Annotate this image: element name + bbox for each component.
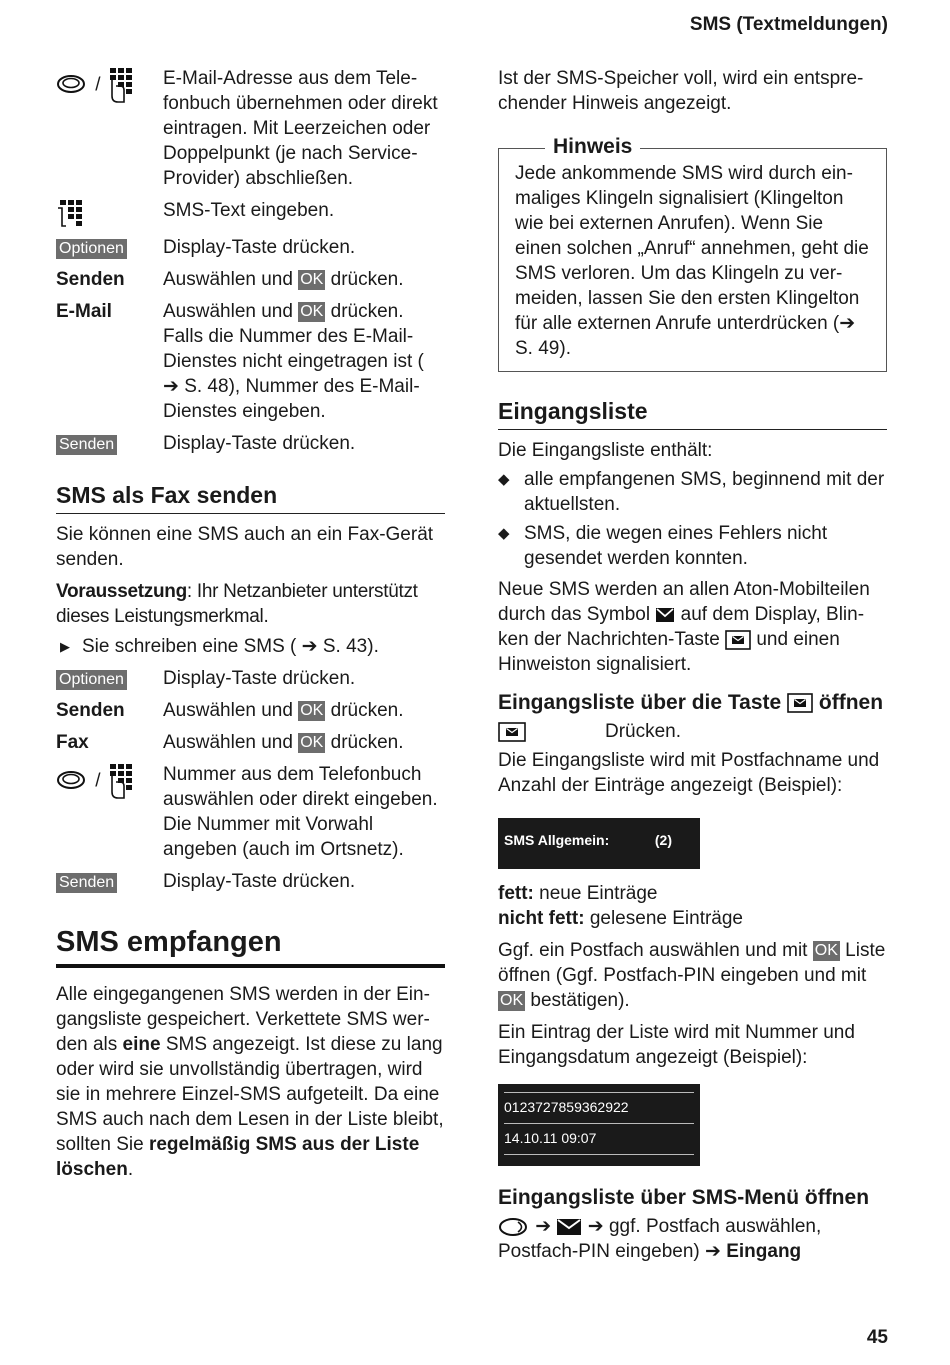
display-screen-postfach — [498, 818, 700, 869]
list-item: ◆ SMS, die wegen eines Fehlers nicht gesendet werden konnten. — [498, 523, 828, 569]
senden-row: Senden Auswählen und OK drücken. — [56, 269, 404, 290]
arrow-icon: ➔ — [296, 636, 323, 657]
senden-softkey: Senden — [56, 435, 117, 455]
menu-path: ➔ ➔ ggf. Postfach auswählen, Postfach-PIN eingeben) ➔ Eingang — [498, 1216, 822, 1262]
envelope-icon — [556, 1218, 582, 1236]
arrow-icon: ➔ — [839, 313, 856, 334]
fax-number-row: / Nummer aus dem Telefonbuch auswählen oder direkt eingeben. Die Nummer mit Vorwahl angeben (auch im Ortsnetz). — [56, 762, 445, 862]
ok-key-icon: OK — [500, 992, 524, 1009]
eintrag-text: Ein Eintrag der Liste wird mit Nummer und Eingangsdatum angezeigt (Beispiel): — [498, 1022, 855, 1068]
taste-section-title: Eingangsliste über die Taste öffnen — [498, 691, 884, 714]
left-column — [56, 66, 445, 1182]
postfach-intro: Die Eingangsliste wird mit Postfachname und Anzahl der Einträge angezeigt (Beispiel): — [498, 750, 880, 796]
ok-key-icon: OK — [300, 271, 324, 288]
email-service-note: Falls die Nummer des E-Mail-Dienstes nicht eingetragen ist ( — [163, 326, 424, 372]
senden-badge-row: Senden Display-Taste drücken. — [56, 431, 445, 456]
ok-key-icon: OK — [300, 734, 324, 751]
entry-date: 14.10.11 09:07 — [504, 1124, 694, 1155]
sms-text-row — [56, 198, 445, 228]
fax-fax-row: Fax Auswählen und OK drücken. — [56, 732, 404, 753]
fett-legend: fett: neue Einträge — [498, 883, 658, 904]
email-address-text: E-Mail-Adresse aus dem Telefonbuch übernehmen oder direkt eintragen. Mit Leerzeichen oder Doppelpunkt (je nach Service-Provider) abschließen. — [163, 68, 438, 189]
eingangsliste-intro: Die Eingangsliste enthält: — [498, 440, 713, 461]
postfach-auswaehlen-text: Ggf. ein Postfach auswählen und mit OK Liste öffnen (Ggf. Postfach-PIN eingeben und mit OK bestätigen). — [498, 940, 886, 1011]
arrow-icon: ➔ — [163, 376, 185, 397]
email-label: E-Mail — [56, 301, 112, 322]
postfach-count: (2) — [654, 832, 672, 848]
message-key-icon — [725, 630, 751, 650]
menu-section-title: Eingangsliste über SMS-Menü öffnen — [498, 1186, 870, 1209]
fax-senden-row: Senden Auswählen und OK drücken. — [56, 700, 404, 721]
message-key-icon — [498, 722, 526, 742]
hinweis-text: Jede ankommende SMS wird durch einmaliges Klingeln signalisiert (Klingelton wie bei externen Anrufen). Wenn Sie einen solchen „Anruf“ annehmen, geht die SMS verloren. Um das Klingeln zu vermeiden, lassen Sie den ersten Klingelton für alle externen Anrufe unterdrücken (➔ S. 49). — [515, 163, 869, 359]
fax-number-text: Nummer aus dem Telefonbuch auswählen oder direkt eingeben. Die Nummer mit Vorwahl angeben (auch im Ortsnetz). — [163, 764, 438, 860]
display-screen-entry — [498, 1084, 700, 1166]
email-address-row — [56, 66, 445, 191]
entry-number: 0123727859362922 — [504, 1092, 694, 1124]
triangle-bullet-icon: ▶ — [60, 639, 70, 654]
fax-step: ▶ Sie schreiben eine SMS ( ➔ S. 43). — [56, 634, 445, 659]
fax-label: Fax — [56, 732, 89, 753]
optionen-row — [56, 235, 445, 260]
speicher-voll-text: Ist der SMS-Speicher voll, wird ein entsprechender Hinweis angezeigt. — [498, 68, 864, 114]
senden-softkey: Senden — [56, 873, 117, 893]
hinweis-title: Hinweis — [545, 134, 640, 160]
control-key-icon — [56, 770, 90, 792]
fax-optionen-row: Optionen Display-Taste drücken. — [56, 666, 445, 691]
right-column — [498, 66, 887, 1264]
druecken-row: Drücken. — [498, 719, 887, 744]
eingang-label: Eingang — [726, 1241, 802, 1262]
diamond-bullet-icon: ◆ — [498, 471, 510, 488]
sms-text-instruction: SMS-Text eingeben. — [163, 200, 335, 221]
phonebook-keypad-icons: / — [56, 66, 163, 191]
message-key-icon — [787, 693, 813, 713]
diamond-bullet-icon: ◆ — [498, 525, 510, 542]
optionen-softkey: Optionen — [56, 670, 127, 690]
neue-sms-text: Neue SMS werden an allen Aton-Mobilteilen durch das Symbol auf dem Display, Blinken der Nachrichten-Taste und einen Hinweiston signalisiert. — [498, 579, 870, 675]
email-row: E-Mail Auswählen und OK drücken. Falls die Nummer des E-Mail-Dienstes nicht eingetragen ist ( ➔ S. 48), Nummer des E-Mail-Dienstes eingeben. — [56, 301, 424, 422]
page-number: 45 — [866, 1327, 888, 1348]
sms-empfangen-title: SMS empfangen — [56, 926, 445, 968]
hinweis-box — [498, 135, 887, 372]
arrow-icon: ➔ — [535, 1216, 557, 1237]
list-item: ◆ alle empfangenen SMS, beginnend mit der aktuellsten. — [498, 469, 885, 515]
senden-label: Senden — [56, 269, 125, 290]
control-key-icon — [498, 1216, 530, 1238]
sms-empfangen-text: Alle eingegangenen SMS werden in der Eingangsliste gespeichert. Verkettete SMS werden als eine SMS angezeigt. Ist diese zu lang oder wird sie unvollständig übertragen, wird sie in mehrere Einzel-SMS aufgeteilt. Da eine SMS auch nach dem Lesen in der Liste bleibt, sollten Sie regelmäßig SMS aus der Liste löschen. — [56, 984, 444, 1180]
ok-key-icon: OK — [814, 942, 838, 959]
control-key-icon — [56, 74, 90, 96]
optionen-instruction: Display-Taste drücken. — [163, 237, 356, 258]
eingangsliste-title: Eingangsliste — [498, 398, 887, 430]
fax-section-title: SMS als Fax senden — [56, 482, 445, 514]
keypad-icon — [106, 762, 138, 800]
keypad-icon — [56, 198, 88, 228]
ok-key-icon: OK — [300, 702, 324, 719]
fax-prerequisite: Voraussetzung: Ihr Netzanbieter unterstützt dieses Leistungsmerkmal. — [56, 581, 418, 627]
arrow-icon: ➔ — [587, 1216, 609, 1237]
fax-intro: Sie können eine SMS auch an ein Fax-Gerät senden. — [56, 524, 434, 570]
optionen-softkey: Optionen — [56, 239, 127, 259]
arrow-icon: ➔ — [705, 1241, 727, 1262]
nicht-fett-legend: nicht fett: gelesene Einträge — [498, 908, 743, 929]
ok-key-icon: OK — [300, 303, 324, 320]
envelope-icon — [655, 607, 675, 623]
keypad-icon — [106, 66, 138, 104]
postfach-name: SMS Allgemein: — [504, 832, 610, 848]
header-title: SMS (Textmeldungen) — [689, 14, 888, 35]
fax-senden-badge-row: Senden Display-Taste drücken. — [56, 869, 445, 894]
